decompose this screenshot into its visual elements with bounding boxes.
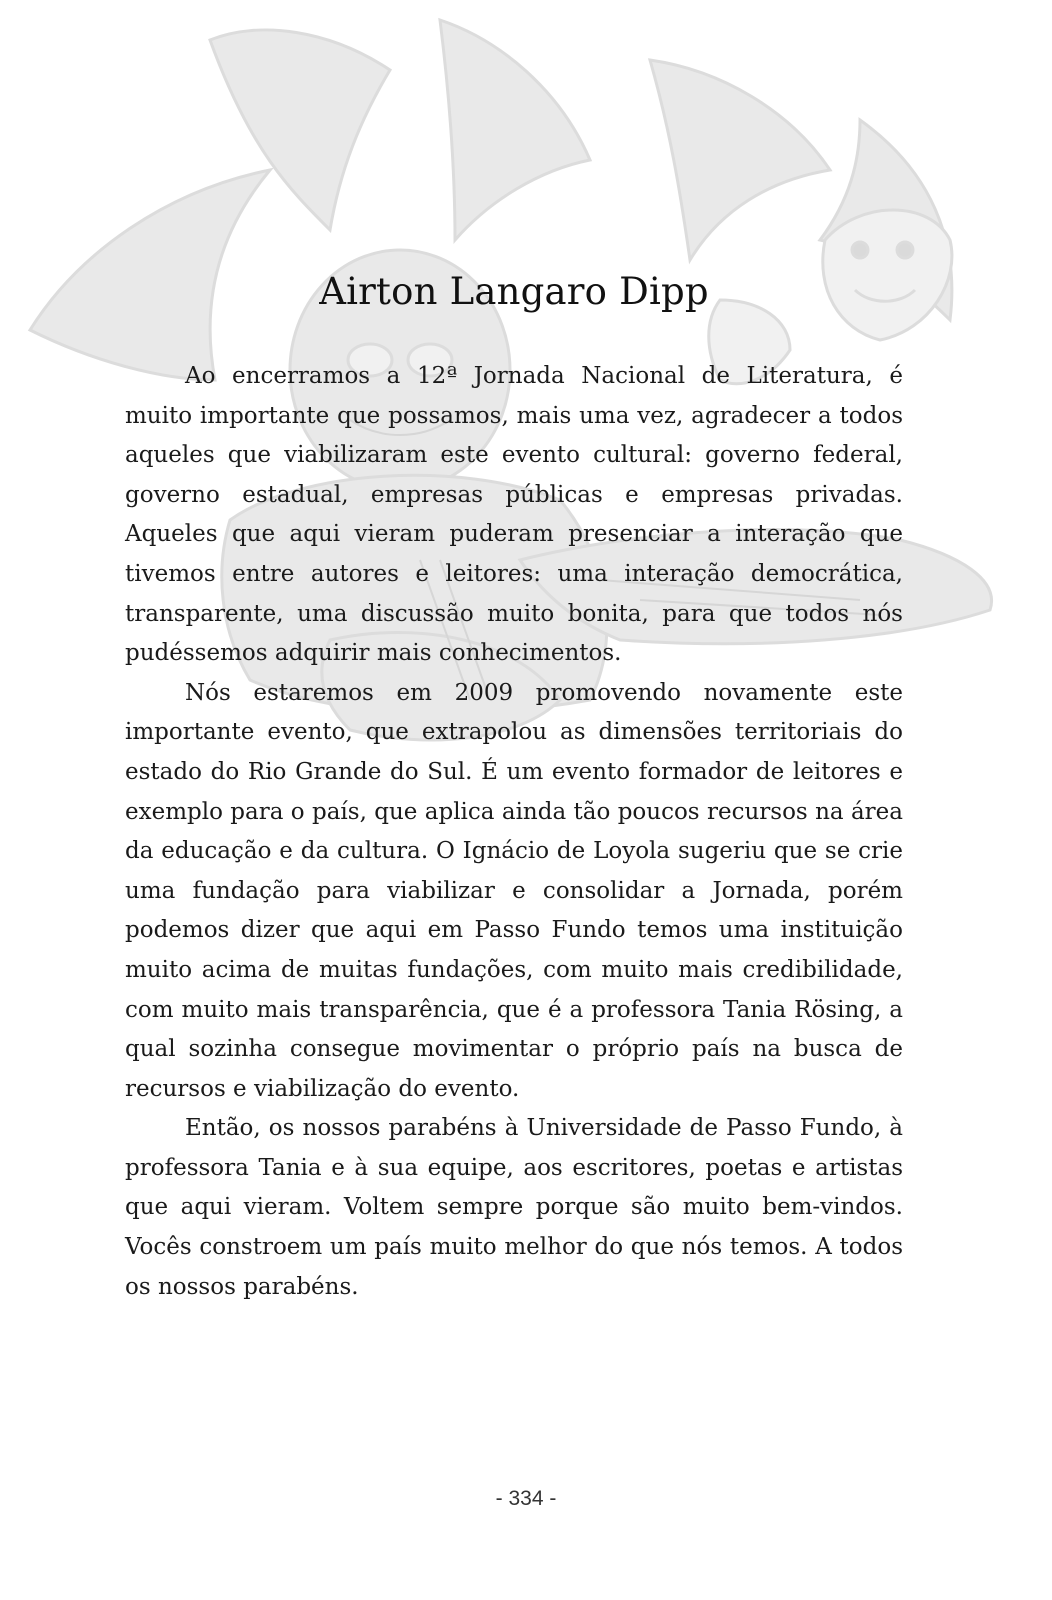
- paragraph-2: Nós estaremos em 2009 promovendo novamente este importante evento, que extrapolou as dimensões territoriais do estado do Rio Grande do Sul. É um evento formador de leitores e exemplo para o país, que aplica ainda tão poucos recursos na área da educação e da cultura. O Ignácio de Loyola sugeriu que se crie uma fundação para viabilizar e consolidar a Jornada, porém podemos dizer que aqui em Passo Fundo temos uma instituição muito acima de muitas fundações, com muito mais credibilidade, com muito mais transparência, que é a professora Tania Rösing, a qual sozinha consegue movimentar o próprio país na busca de recursos e viabilização do evento.: [125, 679, 903, 1102]
- page-number: - 334 -: [495, 1487, 557, 1510]
- page-content: [125, 270, 903, 1307]
- paragraph-1: Ao encerramos a 12ª Jornada Nacional de Literatura, é muito importante que possamos, mais uma vez, agradecer a todos aqueles que viabilizaram este evento cultural: governo federal, governo estadual, empresas públicas e empresas privadas. Aqueles que aqui vieram puderam presenciar a interação que tivemos entre autores e leitores: uma interação democrática, transparente, uma discussão muito bonita, para que todos nós pudéssemos adquirir mais conhecimentos.: [125, 363, 903, 667]
- paragraph-3: Então, os nossos parabéns à Universidade de Passo Fundo, à professora Tania e à sua equipe, aos escritores, poetas e artistas que aqui vieram. Voltem sempre porque são muito bem-vindos. Vocês constroem um país muito melhor do que nós temos. A todos os nossos parabéns.: [125, 1115, 903, 1300]
- article-body: [125, 357, 903, 1307]
- page-title: Airton Langaro Dipp: [319, 270, 709, 313]
